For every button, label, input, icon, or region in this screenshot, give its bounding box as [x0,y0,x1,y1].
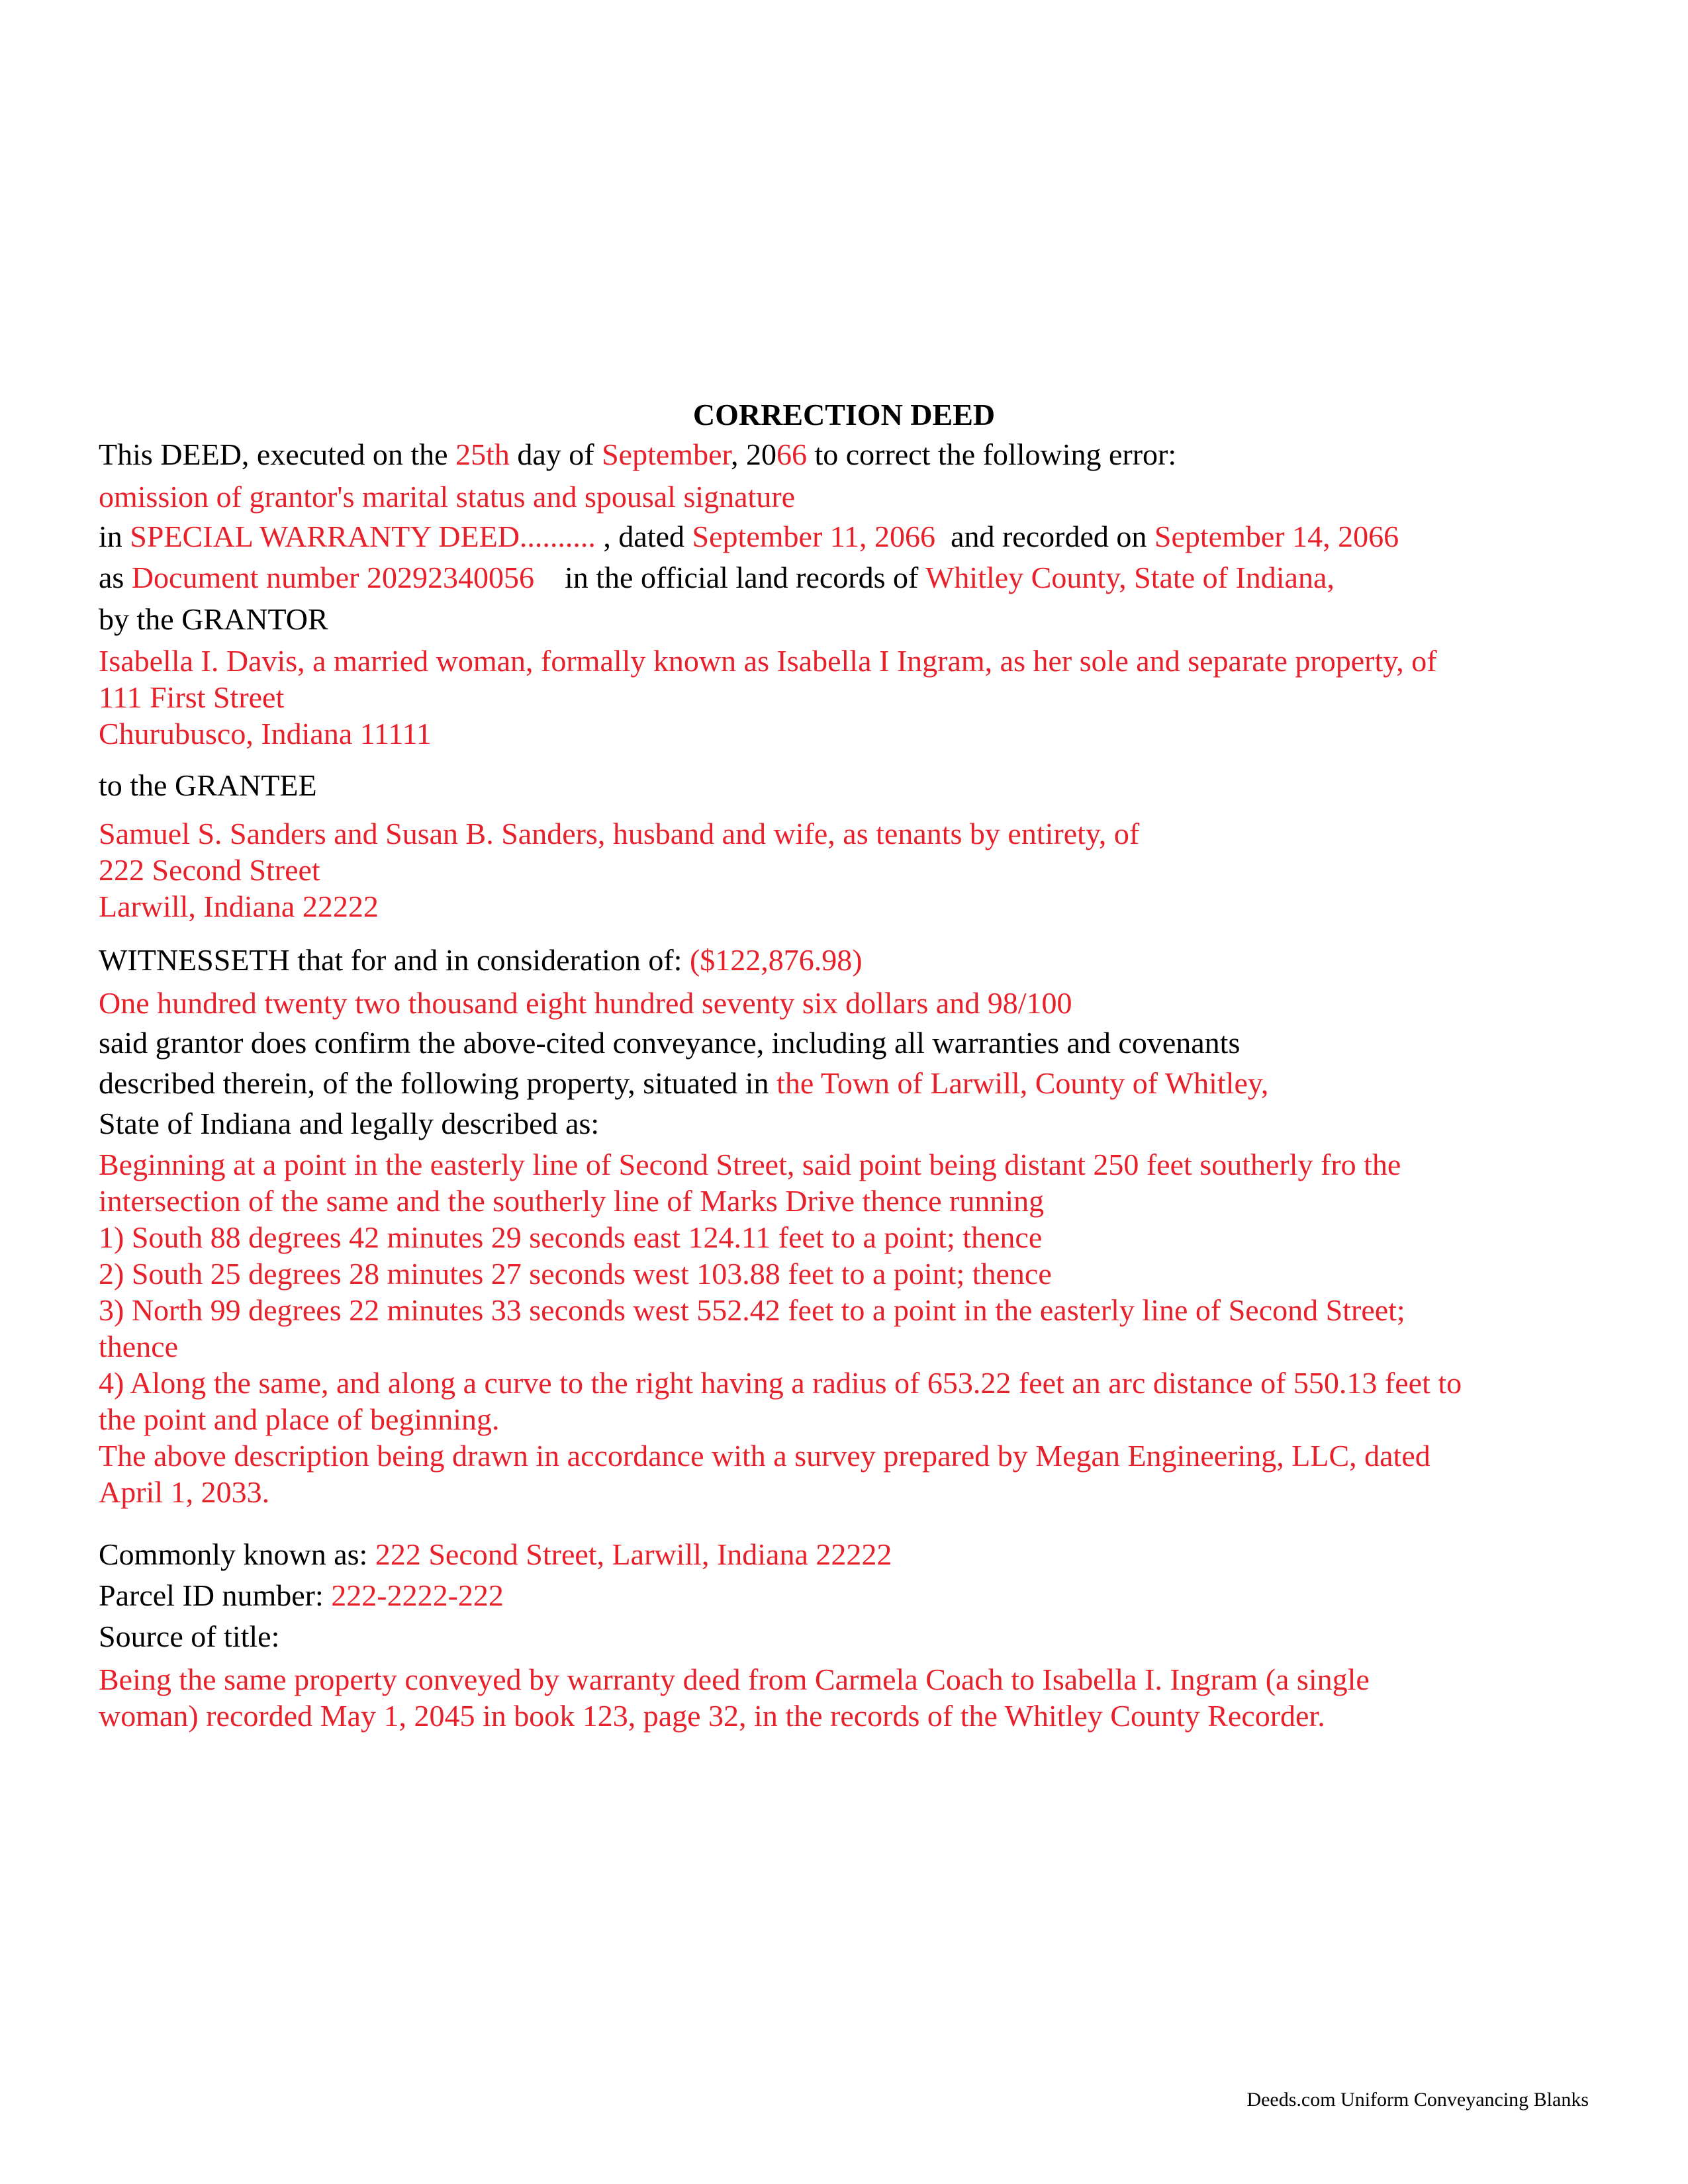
legal-description-line-1: Beginning at a point in the easterly line of Second Street, said point being distant 250 feet southerly fro the [99,1148,1401,1181]
legal-description-line-7: 4) Along the same, and along a curve to the right having a radius of 653.22 feet an arc distance of 550.13 feet to [99,1366,1462,1400]
prior-deed-dated: September 11, 2066 [692,520,936,553]
consideration-amount: ($122,876.98) [689,943,863,977]
prior-deed-in-label: in [99,520,122,553]
parcel-value: 222-2222-222 [331,1578,504,1612]
parcel-label: Parcel ID number: [99,1578,324,1612]
legal-description-line-2: intersection of the same and the southerly line of Marks Drive thence running [99,1184,1045,1218]
execution-year-suffix: 66 [776,437,807,471]
execution-month: September [602,437,731,471]
legal-description-line-5: 3) North 99 degrees 22 minutes 33 seconds west 552.42 feet to a point in the easterly line of Second Street; [99,1293,1405,1327]
grantor-line-2: 111 First Street [99,680,285,714]
legal-description-line-3: 1) South 88 degrees 42 minutes 29 seconds east 124.11 feet to a point; thence [99,1220,1043,1254]
footer-credit: Deeds.com Uniform Conveyancing Blanks [1246,2089,1589,2111]
prior-deed-document: Document number 20292340056 [131,561,534,594]
consideration-label: WITNESSETH that for and in consideration of: [99,943,682,977]
source-of-title-line-1: Being the same property conveyed by warranty deed from Carmela Coach to Isabella I. Ingram (a single [99,1662,1370,1696]
prior-deed-dated-label: , dated [603,520,685,553]
legal-description-line-9: The above description being drawn in accordance with a survey prepared by Megan Engineering, LLC, dated [99,1439,1430,1473]
prior-deed-county: Whitley County, State of Indiana, [925,561,1335,594]
execution-suffix: to correct the following error: [814,437,1177,471]
legal-description-line-6: thence [99,1330,179,1363]
execution-line [99,439,1176,470]
legal-description-line-4: 2) South 25 degrees 28 minutes 27 seconds west 103.88 feet to a point; thence [99,1257,1052,1291]
commonly-known-label: Commonly known as: [99,1537,368,1571]
conveyance-line-2 [99,1068,1268,1099]
conveyance-line-1: said grantor does confirm the above-cited conveyance, including all warranties and covenants [99,1026,1241,1060]
grantor-label: by the GRANTOR [99,602,328,636]
grantee-line-3: Larwill, Indiana 22222 [99,889,379,923]
grantor-line-1: Isabella I. Davis, a married woman, formally known as Isabella I Ingram, as her sole and separate property, of [99,644,1437,678]
prior-deed-line [99,522,1399,552]
grantee-label: to the GRANTEE [99,768,317,802]
conveyance-location: the Town of Larwill, County of Whitley, [776,1066,1269,1100]
legal-description-line-10: April 1, 2033. [99,1475,270,1509]
parcel-line [99,1580,504,1611]
grantee-line-1: Samuel S. Sanders and Susan B. Sanders, husband and wife, as tenants by entirety, of [99,817,1140,850]
prior-deed-document-line [99,563,1335,593]
commonly-known-line [99,1539,892,1570]
prior-deed-records-label: in the official land records of [564,561,919,594]
commonly-known-value: 222 Second Street, Larwill, Indiana 22222 [375,1537,892,1571]
prior-deed-as-label: as [99,561,124,594]
prior-deed-recorded: September 14, 2066 [1154,520,1399,553]
conveyance-line-3: State of Indiana and legally described as: [99,1107,600,1140]
consideration-line [99,945,863,976]
error-description: omission of grantor's marital status and spousal signature [99,480,796,514]
conveyance-line-2-prefix: described therein, of the following property, situated in [99,1066,769,1100]
source-of-title-label: Source of title: [99,1619,280,1653]
consideration-words: One hundred twenty two thousand eight hundred seventy six dollars and 98/100 [99,986,1072,1020]
source-of-title-line-2: woman) recorded May 1, 2045 in book 123, page 32, in the records of the Whitley County Recorder. [99,1699,1325,1733]
prior-deed-type: SPECIAL WARRANTY DEED.......... [130,520,596,553]
grantee-line-2: 222 Second Street [99,853,320,887]
execution-day: 25th [455,437,510,471]
document-title: CORRECTION DEED [692,398,996,432]
execution-prefix: This DEED, executed on the [99,437,448,471]
grantor-line-3: Churubusco, Indiana 11111 [99,717,432,751]
execution-day-of: day of [517,437,594,471]
execution-year-prefix: , 20 [730,437,776,471]
prior-deed-recorded-label: and recorded on [951,520,1147,553]
legal-description-line-8: the point and place of beginning. [99,1402,500,1436]
